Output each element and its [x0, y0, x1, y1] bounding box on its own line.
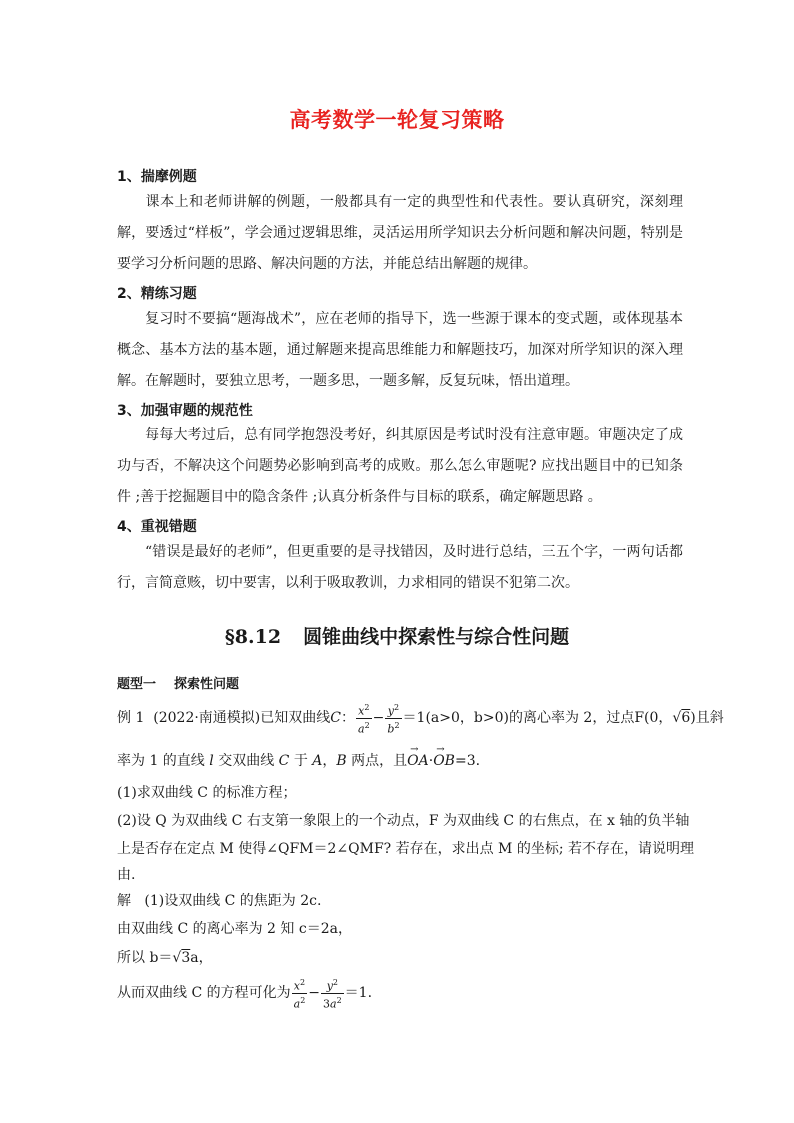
section-text-1: 课本上和老师讲解的例题，一般都具有一定的典型性和代表性。要认真研究，深刻理解，要透过“样板”，学会通过逻辑思维，灵活运用所学知识去分析问题和解决问题，特别是要学习分析问题的思路、解决问题的方法，并能总结出解题的规律。 — [117, 194, 683, 272]
sqrt-3: √3 — [172, 950, 191, 966]
section-heading-1: 1、揣摩例题 — [117, 169, 197, 185]
section-heading-3: 3、加强审题的规范性 — [117, 403, 253, 419]
chapter-number: §8.12 — [224, 626, 282, 648]
page-title: 高考数学一轮复习策略 — [289, 108, 505, 132]
chapter-title — [0, 622, 794, 649]
section-heading-4: 4、重视错题 — [117, 519, 197, 535]
section-text-4: “错误是最好的老师”，但更重要的是寻找错因，及时进行总结，三五个字，一两句话都行，言简意赅，切中要害，以利于吸取教训，力求相同的错误不犯第二次。 — [117, 544, 683, 591]
example-label: 例 1 — [117, 710, 145, 727]
question-1: (1)求双曲线 C 的标准方程； — [117, 785, 297, 801]
vector-OB: → OB — [433, 748, 455, 774]
vector-OA: → OA — [407, 748, 429, 774]
solution-label: 解 — [117, 893, 131, 909]
fraction-x2-a2-solution: $\frac{x^2}{a^2}$ — [293, 978, 306, 1011]
problem-type-heading: 题型一 探索性问题 — [117, 677, 240, 692]
question-2-line-1: (2)设 Q 为双曲线 C 右支第一象限上的一个动点，F 为双曲线 C 的右焦点，在 x 轴的负半轴 — [117, 813, 690, 829]
solution-line-4: 从而双曲线 C 的方程可化为 $\frac{x^2}{a^2}$ − $\frac{y^2}{3a^2}$ ＝1. — [117, 978, 373, 1011]
section-text-3: 每每大考过后，总有同学抱怨没考好，纠其原因是考试时没有注意审题。审题决定了成功与否，不解决这个问题势必影响到高考的成败。那么怎么审题呢? 应找出题目中的已知条件 ;善于挖掘题目中的隐含条件 ;认真分析条件与目标的联系，确定解题思路 。 — [117, 427, 683, 505]
fraction-y2-b2: $\frac{y^2}{b^2}$ — [387, 703, 400, 736]
example-line-1: 例 1 (2022·南通模拟)已知双曲线C： $\frac{x^2}{a^2}$ − $\frac{y^2}{b^2}$ ＝1(a>0，b>0)的离心率为 2，过点F(0，√6)且斜 — [117, 703, 724, 736]
fraction-y2-3a2: $\frac{y^2}{3a^2}$ — [323, 978, 342, 1011]
section-text-2: 复习时不要搞“题海战术”，应在老师的指导下，选一些源于课本的变式题，或体现基本概念、基本方法的基本题，通过解题来提高思维能力和解题技巧，加深对所学知识的深入理解。在解题时，要独立思考，一题多思，一题多解，反复玩味，悟出道理。 — [117, 311, 683, 389]
solution-line-1: 解 (1)设双曲线 C 的焦距为 2c. — [117, 893, 322, 909]
sqrt-6: √6 — [672, 710, 691, 727]
example-line-2: 率为 1 的直线 l 交双曲线 C 于 A，B 两点，且→ OA·→ OB=3. — [117, 748, 480, 774]
fraction-x2-a2: $\frac{x^2}{a^2}$ — [358, 703, 370, 736]
question-2-line-3: 由. — [117, 867, 136, 883]
section-heading-2: 2、精练习题 — [117, 286, 197, 302]
solution-line-3: 所以 b＝√3a， — [117, 950, 213, 966]
question-2-line-2: 上是否存在定点 M 使得∠QFM＝2∠QMF? 若存在，求出点 M 的坐标; 若不存在，请说明理 — [117, 841, 695, 857]
solution-line-2: 由双曲线 C 的离心率为 2 知 c＝2a， — [117, 921, 352, 937]
chapter-name: 圆锥曲线中探索性与综合性问题 — [303, 626, 570, 648]
